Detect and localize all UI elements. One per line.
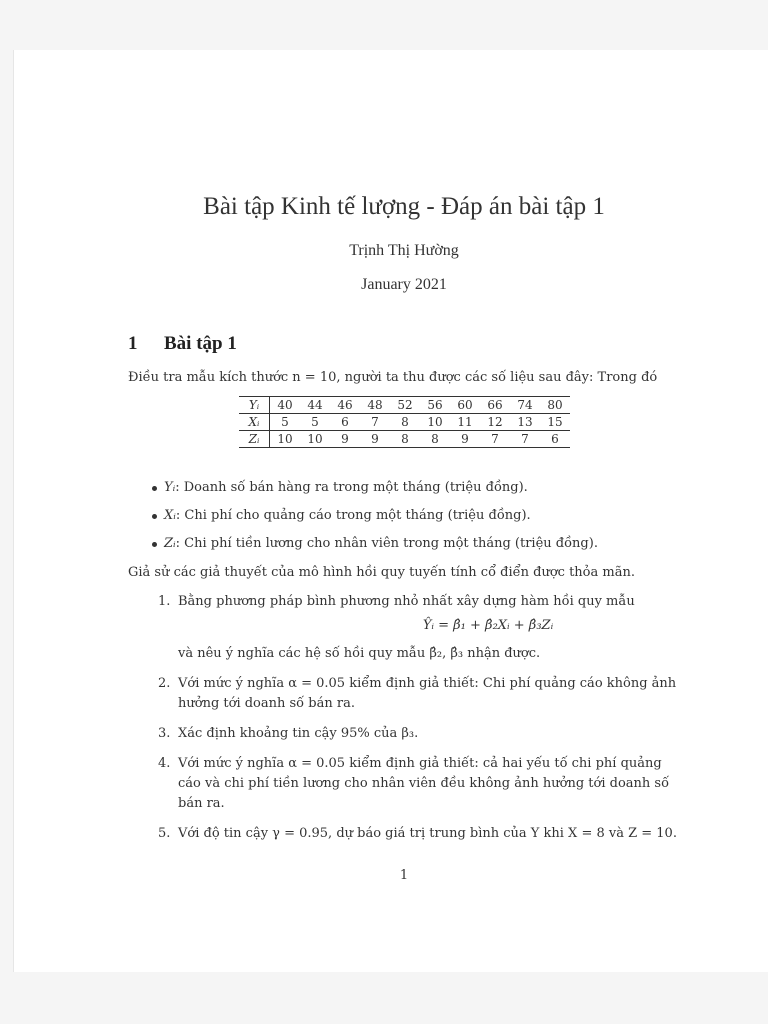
table-cell: 40: [277, 398, 293, 412]
section-number: 1: [128, 333, 138, 354]
table-cell: 6: [540, 431, 570, 448]
row-label: Yᵢ: [239, 397, 270, 414]
table-row: [239, 431, 570, 448]
document-page: [14, 50, 768, 972]
table-cell: 48: [367, 398, 383, 412]
table-cell: 74: [517, 398, 533, 412]
item-number: 2.: [158, 676, 171, 691]
item-followup: và nêu ý nghĩa các hệ số hồi quy mẫu β̂₂, β̂₃ nhận được.: [178, 646, 541, 661]
table-cell: 5: [270, 414, 301, 431]
table-cell: 66: [487, 398, 503, 412]
table-row: [239, 414, 570, 431]
table-cell: 5: [300, 414, 330, 431]
table-row: [239, 397, 570, 414]
exercise-list: [128, 592, 688, 854]
exercise-item: [128, 592, 688, 664]
table-cell: 7: [360, 414, 390, 431]
table-cell: 12: [480, 414, 510, 431]
table-cell: 44: [307, 398, 323, 412]
table-cell: 60: [457, 398, 473, 412]
regression-formula: Ŷᵢ = β̂₁ + β̂₂Xᵢ + β̂₃Zᵢ: [422, 618, 554, 633]
bullet-icon: [152, 514, 157, 519]
table-cell: 46: [337, 398, 353, 412]
exercise-item: [128, 754, 688, 814]
bullet-item: [160, 536, 598, 564]
item-number: 3.: [158, 726, 171, 741]
table-cell: 10: [300, 431, 330, 448]
item-number: 5.: [158, 826, 171, 841]
table-cell: 9: [330, 431, 360, 448]
row-label: Xᵢ: [239, 414, 270, 431]
item-text: Với độ tin cậy γ = 0.95, dự báo giá trị trung bình của Y khi X = 8 và Z = 10.: [178, 826, 677, 841]
bullet-icon: [152, 542, 157, 547]
table-cell: 7: [480, 431, 510, 448]
item-text: Với mức ý nghĩa α = 0.05 kiểm định giả thiết: Chi phí quảng cáo không ảnh hưởng tới doanh số bán ra.: [178, 676, 677, 711]
intro-paragraph: Điều tra mẫu kích thước n = 10, người ta thu được các số liệu sau đây: Trong đó: [128, 370, 658, 385]
item-number: 4.: [158, 756, 171, 771]
section-title: Bài tập 1: [164, 333, 237, 354]
item-text: Xác định khoảng tin cậy 95% của β₃.: [178, 726, 419, 741]
table-cell: 8: [390, 431, 420, 448]
bullet-text: : Chi phí cho quảng cáo trong một tháng (triệu đồng).: [175, 508, 531, 523]
document-date: January 2021: [361, 276, 447, 293]
bullet-symbol: Xᵢ: [164, 508, 176, 523]
table-cell: 80: [547, 398, 563, 412]
bullet-item: [160, 508, 598, 536]
data-table: [239, 396, 570, 448]
bullet-symbol: Zᵢ: [164, 536, 176, 551]
variable-definitions: [160, 480, 598, 564]
item-text: Với mức ý nghĩa α = 0.05 kiểm định giả thiết: cả hai yếu tố chi phí quảng cáo và chi phí tiền lương cho nhân viên đều không ảnh hưởng tới doanh số bán ra.: [178, 756, 670, 811]
table-cell: 10: [420, 414, 450, 431]
document-title: Bài tập Kinh tế lượng - Đáp án bài tập 1: [203, 193, 605, 220]
bullet-symbol: Yᵢ: [164, 480, 176, 495]
table-cell: 8: [420, 431, 450, 448]
table-cell: 9: [360, 431, 390, 448]
exercise-item: [128, 674, 688, 714]
table-cell: 11: [450, 414, 480, 431]
section-heading: [128, 333, 237, 355]
table-cell: 10: [270, 431, 301, 448]
table-cell: 13: [510, 414, 540, 431]
table-cell: 8: [390, 414, 420, 431]
exercise-item: [128, 824, 688, 844]
item-text: Bằng phương pháp bình phương nhỏ nhất xây dựng hàm hồi quy mẫu: [178, 594, 635, 609]
row-label: Zᵢ: [239, 431, 270, 448]
item-number: 1.: [158, 594, 171, 609]
table-cell: 15: [540, 414, 570, 431]
bullet-text: : Chi phí tiền lương cho nhân viên trong một tháng (triệu đồng).: [175, 536, 598, 551]
document-author: Trịnh Thị Hường: [349, 242, 459, 259]
bullet-icon: [152, 486, 157, 491]
page-number: 1: [399, 868, 409, 883]
bullet-text: : Doanh số bán hàng ra trong một tháng (triệu đồng).: [175, 480, 528, 495]
table-cell: 52: [397, 398, 413, 412]
table-cell: 6: [330, 414, 360, 431]
table-cell: 9: [450, 431, 480, 448]
bullet-item: [160, 480, 598, 508]
exercise-item: [128, 724, 688, 744]
assumption-text: Giả sử các giả thuyết của mô hình hồi quy tuyến tính cổ điển được thỏa mãn.: [128, 565, 635, 580]
table-cell: 56: [427, 398, 443, 412]
table-cell: 7: [510, 431, 540, 448]
